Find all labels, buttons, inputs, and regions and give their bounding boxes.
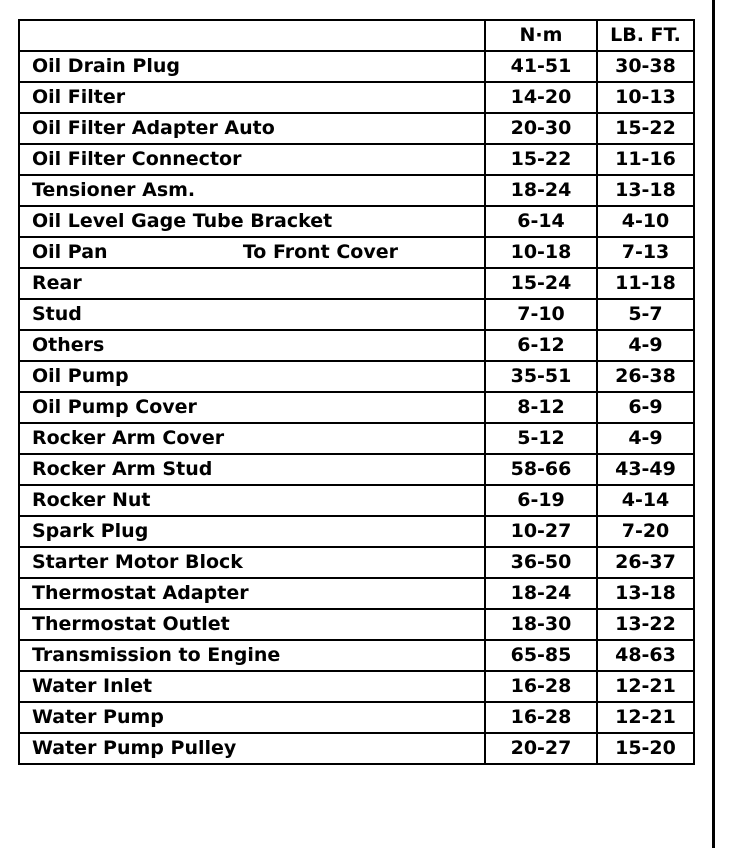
header-lbft: LB. FT. (597, 20, 694, 51)
component-name: Tensioner Asm. (19, 175, 485, 206)
component-name: Water Pump Pulley (19, 733, 485, 764)
table-row (19, 361, 694, 392)
torque-nm: 18-24 (485, 578, 597, 609)
torque-lbft: 7-13 (597, 237, 694, 268)
component-name: Rocker Arm Cover (19, 423, 485, 454)
torque-lbft: 30-38 (597, 51, 694, 82)
table-row (19, 547, 694, 578)
table-row (19, 423, 694, 454)
torque-lbft: 13-22 (597, 609, 694, 640)
table-row (19, 609, 694, 640)
header-nm: N·m (485, 20, 597, 51)
torque-nm: 36-50 (485, 547, 597, 578)
table-header-row (19, 20, 694, 51)
torque-lbft: 13-18 (597, 175, 694, 206)
torque-nm: 18-30 (485, 609, 597, 640)
table-row-oil-pan (19, 268, 694, 299)
torque-lbft: 10-13 (597, 82, 694, 113)
torque-lbft: 4-14 (597, 485, 694, 516)
table-row (19, 392, 694, 423)
table-row (19, 206, 694, 237)
table-row-oil-pan (19, 299, 694, 330)
torque-lbft: 13-18 (597, 578, 694, 609)
component-name: Thermostat Adapter (19, 578, 485, 609)
table-row (19, 640, 694, 671)
torque-nm: 18-24 (485, 175, 597, 206)
table-row (19, 702, 694, 733)
component-name: Oil Filter Adapter Auto (19, 113, 485, 144)
component-name: Rocker Arm Stud (19, 454, 485, 485)
component-name: Thermostat Outlet (19, 609, 485, 640)
table-row-oil-pan (19, 237, 694, 268)
table-row (19, 175, 694, 206)
torque-nm: 6-19 (485, 485, 597, 516)
table-row (19, 454, 694, 485)
torque-lbft: 48-63 (597, 640, 694, 671)
torque-nm: 16-28 (485, 702, 597, 733)
table-row-oil-pan (19, 330, 694, 361)
torque-nm: 14-20 (485, 82, 597, 113)
component-name: Water Pump (19, 702, 485, 733)
torque-nm: 8-12 (485, 392, 597, 423)
table-row (19, 671, 694, 702)
component-name: Starter Motor Block (19, 547, 485, 578)
torque-lbft: 4-9 (597, 423, 694, 454)
table-row (19, 516, 694, 547)
torque-nm: 6-12 (485, 330, 597, 361)
table-row (19, 51, 694, 82)
component-name: Oil Pump Cover (19, 392, 485, 423)
header-component (19, 20, 485, 51)
torque-nm: 6-14 (485, 206, 597, 237)
torque-lbft: 11-18 (597, 268, 694, 299)
torque-nm: 10-27 (485, 516, 597, 547)
torque-spec-table (18, 19, 695, 765)
torque-nm: 41-51 (485, 51, 597, 82)
torque-lbft: 43-49 (597, 454, 694, 485)
torque-nm: 65-85 (485, 640, 597, 671)
table-row (19, 733, 694, 764)
torque-lbft: 12-21 (597, 671, 694, 702)
torque-nm: 20-30 (485, 113, 597, 144)
torque-lbft: 12-21 (597, 702, 694, 733)
torque-lbft: 7-20 (597, 516, 694, 547)
torque-nm: 10-18 (485, 237, 597, 268)
torque-lbft: 4-10 (597, 206, 694, 237)
torque-nm: 15-22 (485, 144, 597, 175)
component-name: Rocker Nut (19, 485, 485, 516)
torque-lbft: 5-7 (597, 299, 694, 330)
component-name: Oil Pan (32, 241, 108, 263)
torque-lbft: 4-9 (597, 330, 694, 361)
page-edge-rule (712, 0, 715, 848)
table-row (19, 82, 694, 113)
component-name: Spark Plug (19, 516, 485, 547)
torque-lbft: 15-20 (597, 733, 694, 764)
component-name: Oil Drain Plug (19, 51, 485, 82)
sub-item-label: Others (19, 330, 485, 361)
torque-nm: 20-27 (485, 733, 597, 764)
torque-nm: 35-51 (485, 361, 597, 392)
torque-lbft: 15-22 (597, 113, 694, 144)
torque-nm: 16-28 (485, 671, 597, 702)
table-row (19, 144, 694, 175)
sub-item-label: Stud (19, 299, 485, 330)
component-name: Oil Pump (19, 361, 485, 392)
torque-lbft: 6-9 (597, 392, 694, 423)
torque-lbft: 26-38 (597, 361, 694, 392)
table-row (19, 113, 694, 144)
torque-nm: 7-10 (485, 299, 597, 330)
table-row (19, 578, 694, 609)
torque-nm: 5-12 (485, 423, 597, 454)
component-name: Transmission to Engine (19, 640, 485, 671)
torque-nm: 15-24 (485, 268, 597, 299)
torque-nm: 58-66 (485, 454, 597, 485)
component-name: Oil Filter (19, 82, 485, 113)
table-row (19, 485, 694, 516)
torque-lbft: 26-37 (597, 547, 694, 578)
sub-item-label: To Front Cover (242, 241, 398, 263)
torque-lbft: 11-16 (597, 144, 694, 175)
component-name: Water Inlet (19, 671, 485, 702)
sub-item-label: Rear (19, 268, 485, 299)
oil-pan-cell (19, 237, 485, 268)
component-name: Oil Level Gage Tube Bracket (19, 206, 485, 237)
component-name: Oil Filter Connector (19, 144, 485, 175)
